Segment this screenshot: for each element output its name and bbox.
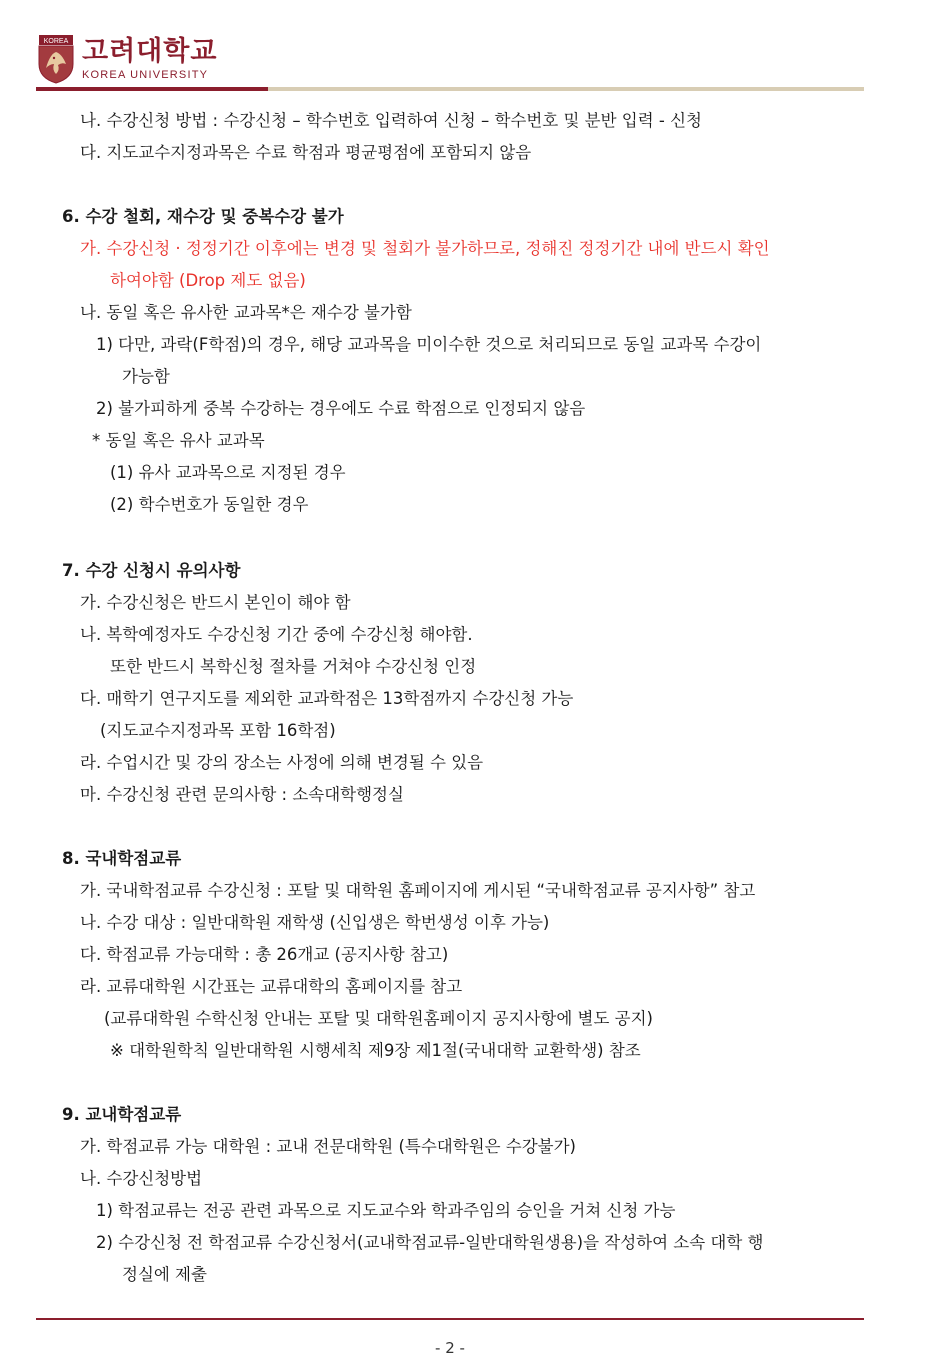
text-line: 2) 불가피하게 중복 수강하는 경우에도 수료 학점으로 인정되지 않음 [96,399,586,418]
text-line: 마. 수강신청 관련 문의사항 : 소속대학행정실 [80,785,404,804]
header-divider [36,87,864,91]
text-line: 2) 수강신청 전 학점교류 수강신청서(교내학점교류-일반대학원생용)을 작성하여 소속 대학 행 [96,1233,764,1252]
text-line: 나. 수강 대상 : 일반대학원 재학생 (신입생은 학번생성 이후 가능) [80,913,550,932]
university-crest-icon [38,34,74,84]
crest-lettering: KOREA [43,38,69,45]
text-line: 또한 반드시 복학신청 절차를 거쳐야 수강신청 인정 [110,657,477,676]
text-line: 라. 교류대학원 시간표는 교류대학의 홈페이지를 참고 [80,977,463,996]
page-header [38,30,217,88]
text-line: 라. 수업시간 및 강의 장소는 사정에 의해 변경될 수 있음 [80,753,484,772]
text-line: 다. 지도교수지정과목은 수료 학점과 평균평점에 포함되지 않음 [80,143,532,162]
text-line: 1) 학점교류는 전공 관련 과목으로 지도교수와 학과주임의 승인을 거쳐 신청 가능 [96,1201,676,1220]
text-line: 가. 수강신청은 반드시 본인이 해야 함 [80,593,351,612]
highlight-line: 가. 수강신청 · 정정기간 이후에는 변경 및 철회가 불가하므로, 정해진 정정기간 내에 반드시 확인 [80,239,770,258]
reference-note: ※ 대학원학칙 일반대학원 시행세칙 제9장 제1절(국내대학 교환학생) 참조 [110,1041,641,1060]
text-line: 다. 학점교류 가능대학 : 총 26개교 (공지사항 참고) [80,945,449,964]
text-line: (지도교수지정과목 포함 16학점) [100,721,336,740]
section-8-heading: 8. 국내학점교류 [62,849,182,868]
section-7-heading: 7. 수강 신청시 유의사항 [62,561,241,580]
text-line: 나. 수강신청 방법 : 수강신청 – 학수번호 입력하여 신청 – 학수번호 및 분반 입력 - 신청 [80,111,702,130]
university-name-english: KOREA UNIVERSITY [82,69,209,81]
text-line: * 동일 혹은 유사 교과목 [92,431,265,450]
highlight-line: 하여야함 (Drop 제도 없음) [110,271,306,290]
logo-text [82,37,217,81]
text-line: (교류대학원 수학신청 안내는 포탈 및 대학원홈페이지 공지사항에 별도 공지) [104,1009,653,1028]
section-6-heading: 6. 수강 철회, 재수강 및 중복수강 불가 [62,207,344,226]
university-name-korean: 고려대학교 [82,36,218,67]
text-line: 나. 복학예정자도 수강신청 기간 중에 수강신청 해야함. [80,625,473,644]
text-line: 나. 동일 혹은 유사한 교과목*은 재수강 불가함 [80,303,412,322]
text-line: 다. 매학기 연구지도를 제외한 교과학점은 13학점까지 수강신청 가능 [80,689,574,708]
text-line: 가능함 [122,367,170,386]
text-line: (1) 유사 교과목으로 지정된 경우 [110,463,346,482]
text-line: 가. 국내학점교류 수강신청 : 포탈 및 대학원 홈페이지에 게시된 “국내학점교류 공지사항” 참고 [80,881,756,900]
text-line: 1) 다만, 과락(F학점)의 경우, 해당 교과목을 미이수한 것으로 처리되므로 동일 교과목 수강이 [96,335,762,354]
text-line: 나. 수강신청방법 [80,1169,203,1188]
page-number: - 2 - [435,1339,465,1357]
footer-divider [36,1318,864,1320]
text-line: 정실에 제출 [122,1265,207,1284]
section-9-heading: 9. 교내학점교류 [62,1105,182,1124]
text-line: (2) 학수번호가 동일한 경우 [110,495,309,514]
text-line: 가. 학점교류 가능 대학원 : 교내 전문대학원 (특수대학원은 수강불가) [80,1137,576,1156]
